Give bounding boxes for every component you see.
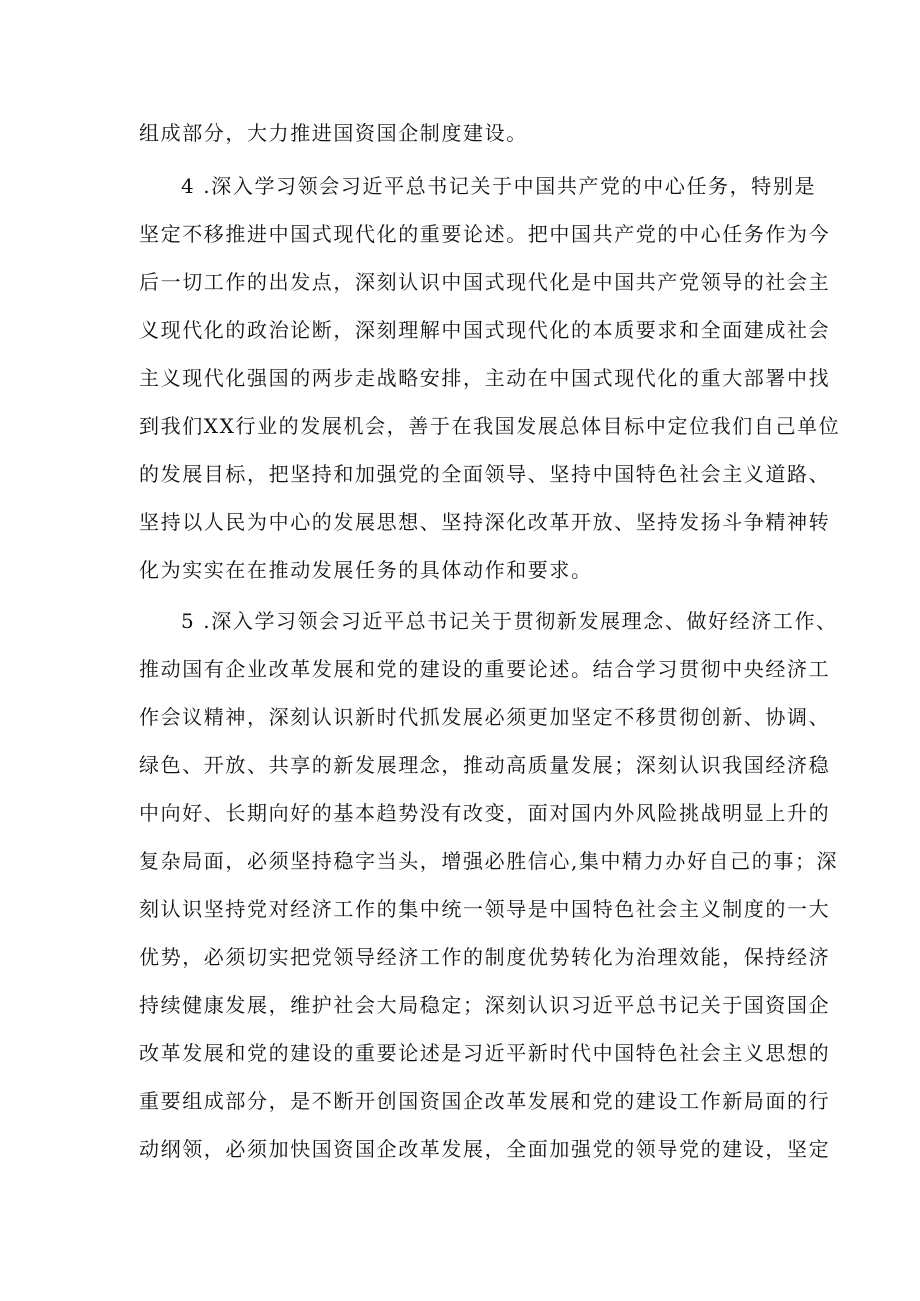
paragraph-line: 作会议精神，深刻认识新时代抓发展必须更加坚定不移贯彻创新、协调、	[139, 705, 831, 729]
paragraph-line: 组成部分，大力推进国资国企制度建设。	[139, 121, 528, 145]
paragraph-line: 优势，必须切实把党领导经济工作的制度优势转化为治理效能，保持经济	[139, 945, 831, 969]
paragraph-line: 的发展目标，把坚持和加强党的全面领导、坚持中国特色社会主义道路、	[139, 462, 831, 486]
paragraph-line: 推动国有企业改革发展和党的建设的重要论述。结合学习贯彻中央经济工	[139, 657, 831, 681]
paragraph-line: 绿色、开放、共享的新发展理念，推动高质量发展；深刻认识我国经济稳	[139, 753, 831, 777]
paragraph-line: 后一切工作的出发点，深刻认识中国式现代化是中国共产党领导的社会主	[139, 270, 831, 294]
paragraph-line: 到我们XX行业的发展机会，善于在我国发展总体目标中定位我们自己单位	[139, 414, 841, 438]
paragraph-line: 持续健康发展，维护社会大局稳定；深刻认识习近平总书记关于国资国企	[139, 993, 831, 1017]
paragraph-line: 动纲领，必须加快国资国企改革发展，全面加强党的领导党的建设，坚定	[139, 1137, 831, 1161]
paragraph-line: 复杂局面，必须坚持稳字当头，增强必胜信心,集中精力办好自己的事；深	[139, 849, 839, 873]
paragraph-line: 义现代化的政治论断，深刻理解中国式现代化的本质要求和全面建成社会	[139, 318, 831, 342]
paragraph-line: 坚定不移推进中国式现代化的重要论述。把中国共产党的中心任务作为今	[139, 222, 831, 246]
paragraph-line: 中向好、长期向好的基本趋势没有改变，面对国内外风险挑战明显上升的	[139, 801, 831, 825]
paragraph-line: 坚持以人民为中心的发展思想、坚持深化改革开放、坚持发扬斗争精神转	[139, 510, 831, 534]
paragraph-5-first-line: 5 .深入学习领会习近平总书记关于贯彻新发展理念、做好经济工作、	[181, 609, 838, 633]
paragraph-line: 重要组成部分，是不断开创国资国企改革发展和党的建设工作新局面的行	[139, 1089, 831, 1113]
paragraph-line: 化为实实在在推动发展任务的具体动作和要求。	[139, 558, 593, 582]
paragraph-line: 主义现代化强国的两步走战略安排，主动在中国式现代化的重大部署中找	[139, 366, 831, 390]
paragraph-4-first-line: 4 .深入学习领会习近平总书记关于中国共产党的中心任务，特别是	[181, 174, 817, 198]
paragraph-line: 改革发展和党的建设的重要论述是习近平新时代中国特色社会主义思想的	[139, 1041, 831, 1065]
paragraph-line: 刻认识坚持党对经济工作的集中统一领导是中国特色社会主义制度的一大	[139, 897, 831, 921]
